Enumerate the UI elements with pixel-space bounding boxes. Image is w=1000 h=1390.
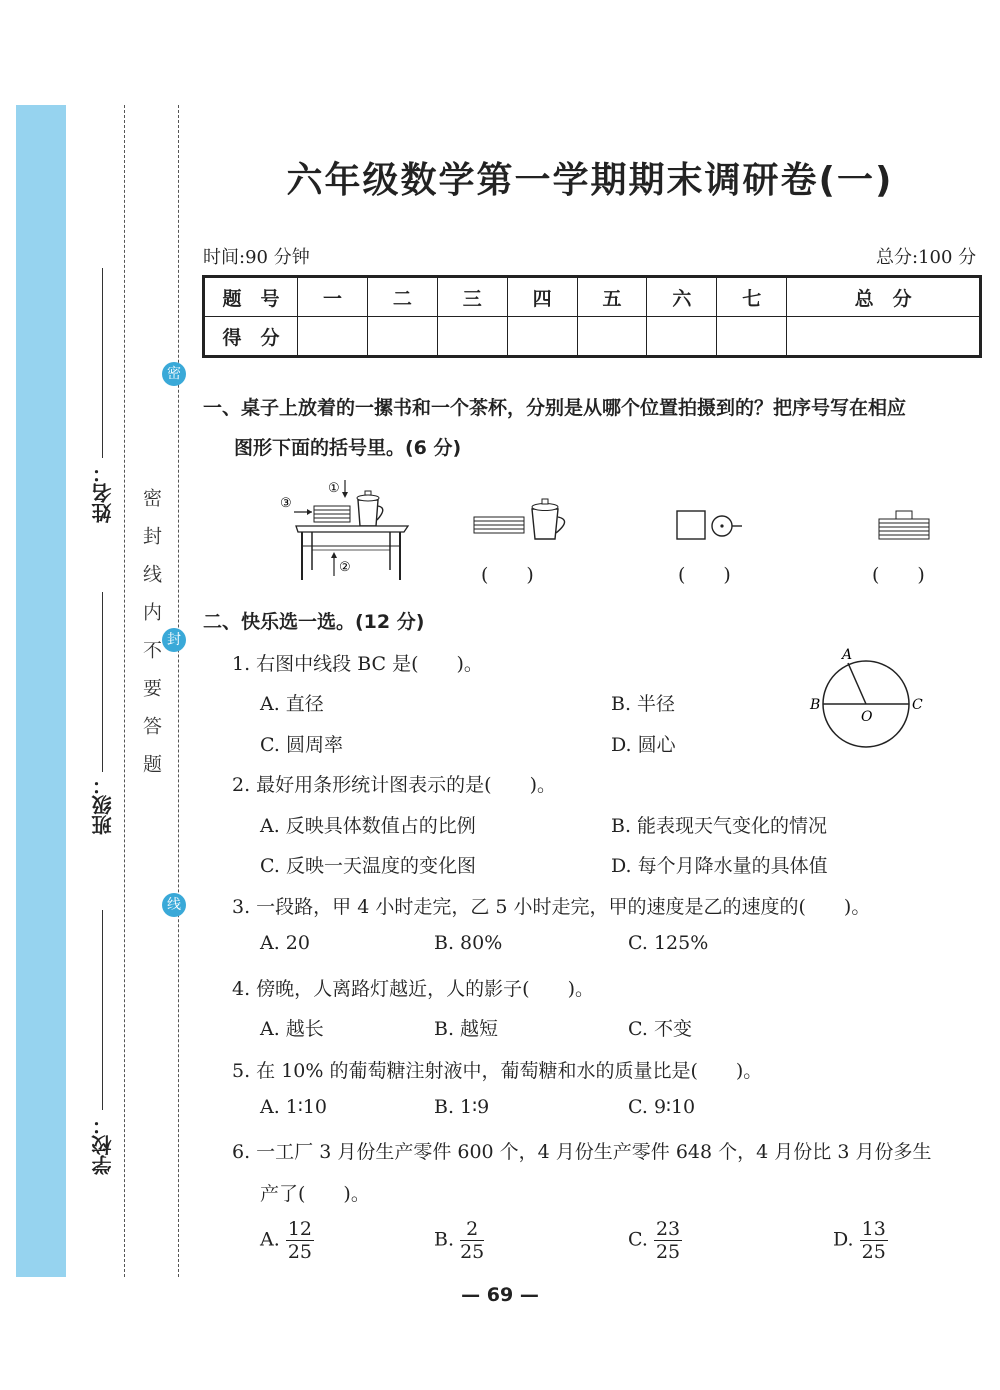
score-table-score-row: [204, 317, 981, 357]
page-title: 六年级数学第一学期期末调研卷(一): [286, 160, 894, 201]
table-scene-illustration: [276, 474, 416, 586]
seal-circle-xian: 线: [162, 893, 186, 917]
view-front-figure: [470, 495, 580, 545]
table-cell: 三: [437, 277, 507, 317]
class-underline: [102, 592, 103, 772]
q2-option-d[interactable]: D. 每个月降水量的具体值: [611, 855, 828, 877]
table-cell: 题 号: [204, 277, 298, 317]
question-3-stem: 3. 一段路，甲 4 小时走完，乙 5 小时走完，甲的速度是乙的速度的( )。: [232, 896, 871, 918]
answer-blank-1[interactable]: ( ): [481, 564, 534, 586]
point-label-b: B: [810, 697, 821, 713]
q3-option-a[interactable]: A. 20: [260, 932, 310, 954]
q6-option-d[interactable]: [833, 1218, 888, 1263]
table-cell: 二: [367, 277, 437, 317]
question-2-stem: 2. 最好用条形统计图表示的是( )。: [232, 774, 556, 796]
point-label-a: A: [842, 647, 853, 663]
fraction: $\frac{2}{25}$: [460, 1218, 485, 1263]
question-6-stem: 6. 一工厂 3 月份生产零件 600 个，4 月份生产零件 648 个，4 月份比 3 月份多生: [232, 1141, 932, 1163]
total-score-info: 总分:100 分: [876, 247, 977, 268]
table-cell: 得 分: [204, 317, 298, 357]
score-input-cell[interactable]: [507, 317, 577, 357]
q1-option-c[interactable]: C. 圆周率: [260, 734, 343, 756]
circle-diagram: [806, 642, 926, 752]
q1-option-d[interactable]: D. 圆心: [611, 734, 676, 756]
option-letter: C.: [628, 1228, 648, 1251]
q6-option-c[interactable]: [628, 1218, 682, 1263]
marker-1: ①: [328, 481, 340, 496]
table-cell: 总 分: [787, 277, 981, 317]
page-number: — 69 —: [461, 1284, 539, 1306]
option-letter: D.: [833, 1228, 854, 1251]
fraction: $\frac{12}{25}$: [287, 1218, 312, 1263]
school-label: 学校：: [91, 1115, 115, 1175]
seal-warning-text: 密封线内不要答题: [140, 488, 162, 792]
table-cell: 四: [507, 277, 577, 317]
q1-option-a[interactable]: A. 直径: [260, 693, 324, 715]
seal-dashed-line: [178, 105, 179, 1277]
school-underline: [102, 910, 103, 1110]
score-table: [202, 275, 982, 358]
score-table-header-row: [204, 277, 981, 317]
fraction: $\frac{13}{25}$: [861, 1218, 886, 1263]
score-input-cell[interactable]: [787, 317, 981, 357]
section1-heading: 一、桌子上放着的一摞书和一个茶杯，分别是从哪个位置拍摄到的？把序号写在相应: [203, 397, 907, 419]
q2-option-b[interactable]: B. 能表现天气变化的情况: [611, 815, 828, 837]
q1-option-b[interactable]: B. 半径: [611, 693, 676, 715]
marker-3: ③: [280, 496, 292, 511]
seal-dashed-line: [124, 105, 125, 1277]
score-input-cell[interactable]: [647, 317, 717, 357]
option-letter: A.: [260, 1228, 280, 1251]
view-side-figure: [874, 505, 934, 545]
q6-option-b[interactable]: [434, 1218, 484, 1263]
name-label: 姓名：: [91, 463, 115, 523]
class-label: 班级：: [91, 775, 115, 835]
marker-2: ②: [339, 560, 351, 575]
name-underline: [102, 268, 103, 458]
answer-blank-3[interactable]: ( ): [872, 564, 925, 586]
table-cell: 七: [717, 277, 787, 317]
option-letter: B.: [434, 1228, 455, 1251]
q5-option-a[interactable]: A. 1∶10: [260, 1096, 328, 1118]
q2-option-c[interactable]: C. 反映一天温度的变化图: [260, 855, 476, 877]
question-1-stem: 1. 右图中线段 BC 是( )。: [232, 653, 483, 675]
q4-option-c[interactable]: C. 不变: [628, 1018, 692, 1040]
view-top-figure: [674, 508, 754, 542]
time-info: 时间:90 分钟: [203, 247, 310, 268]
binding-strip: [16, 105, 66, 1277]
seal-circle-mi: 密: [162, 362, 186, 386]
answer-blank-2[interactable]: ( ): [678, 564, 731, 586]
score-input-cell[interactable]: [298, 317, 368, 357]
q6-option-a[interactable]: [260, 1218, 314, 1263]
point-label-o: O: [861, 709, 873, 725]
point-label-c: C: [912, 697, 923, 713]
q5-option-c[interactable]: C. 9∶10: [628, 1096, 696, 1118]
q2-option-a[interactable]: A. 反映具体数值占的比例: [260, 815, 476, 837]
table-cell: 五: [577, 277, 647, 317]
seal-circle-feng: 封: [162, 628, 186, 652]
question-4-stem: 4. 傍晚，人离路灯越近，人的影子( )。: [232, 978, 594, 1000]
table-cell: 一: [298, 277, 368, 317]
fraction: $\frac{23}{25}$: [655, 1218, 681, 1263]
q5-option-b[interactable]: B. 1∶9: [434, 1096, 490, 1118]
score-input-cell[interactable]: [577, 317, 647, 357]
section1-heading-cont: 图形下面的括号里。(6 分): [234, 437, 462, 459]
table-cell: 六: [647, 277, 717, 317]
score-input-cell[interactable]: [367, 317, 437, 357]
section2-heading: 二、快乐选一选。(12 分): [203, 611, 425, 633]
score-input-cell[interactable]: [717, 317, 787, 357]
q3-option-b[interactable]: B. 80%: [434, 932, 503, 954]
question-5-stem: 5. 在 10% 的葡萄糖注射液中，葡萄糖和水的质量比是( )。: [232, 1060, 763, 1082]
score-input-cell[interactable]: [437, 317, 507, 357]
q3-option-c[interactable]: C. 125%: [628, 932, 709, 954]
question-6-stem-cont: 产了( )。: [260, 1183, 370, 1205]
q4-option-b[interactable]: B. 越短: [434, 1018, 499, 1040]
q4-option-a[interactable]: A. 越长: [260, 1018, 324, 1040]
